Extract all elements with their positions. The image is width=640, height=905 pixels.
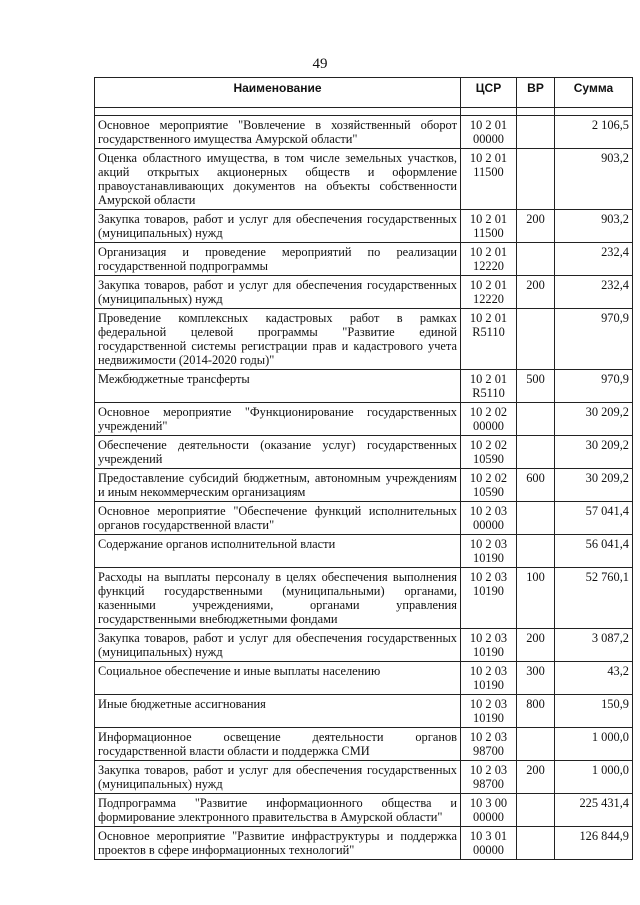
- row-name: Проведение комплексных кадастровых работ в рамках федеральной целевой программы "Развитие единой государственной системы регистрации прав и кадастрового учета недвижимости (2014-2020 годы)": [95, 309, 461, 370]
- row-sum: 43,2: [555, 662, 633, 695]
- row-csr-part1: 10 2 03: [469, 697, 508, 711]
- row-vr: 600: [517, 469, 555, 502]
- row-name: Социальное обеспечение и иные выплаты населению: [95, 662, 461, 695]
- budget-table: [94, 77, 633, 860]
- row-csr-part1: 10 2 01: [469, 372, 508, 386]
- row-name: Основное мероприятие "Обеспечение функций исполнительных органов государственной власти": [95, 502, 461, 535]
- table-row: [95, 309, 633, 370]
- row-csr: [461, 662, 517, 695]
- row-csr-part1: 10 2 02: [469, 471, 508, 485]
- header-spacer-row: [95, 108, 633, 116]
- row-csr-part2: 12220: [473, 259, 504, 273]
- row-vr: [517, 309, 555, 370]
- row-csr-part2: 10590: [473, 485, 504, 499]
- row-vr: 100: [517, 568, 555, 629]
- table-row: [95, 149, 633, 210]
- row-sum: 2 106,5: [555, 116, 633, 149]
- row-csr-part1: 10 2 03: [469, 664, 508, 678]
- row-csr: [461, 568, 517, 629]
- table-row: [95, 728, 633, 761]
- row-csr-part2: 10190: [473, 678, 504, 692]
- row-vr: 200: [517, 276, 555, 309]
- row-csr-part1: 10 2 03: [469, 730, 508, 744]
- table-row: [95, 794, 633, 827]
- row-csr-part1: 10 2 03: [469, 504, 508, 518]
- row-sum: 903,2: [555, 149, 633, 210]
- row-sum: 30 209,2: [555, 403, 633, 436]
- row-csr: [461, 761, 517, 794]
- row-csr-part1: 10 2 01: [469, 118, 508, 132]
- row-csr: [461, 276, 517, 309]
- row-sum: 30 209,2: [555, 436, 633, 469]
- row-name: Основное мероприятие "Функционирование государственных учреждений": [95, 403, 461, 436]
- row-name: Информационное освещение деятельности органов государственной власти области и поддержка СМИ: [95, 728, 461, 761]
- row-sum: 126 844,9: [555, 827, 633, 860]
- row-csr-part1: 10 2 03: [469, 631, 508, 645]
- row-csr-part2: 00000: [473, 132, 504, 146]
- row-csr: [461, 149, 517, 210]
- table-row: [95, 629, 633, 662]
- row-sum: 30 209,2: [555, 469, 633, 502]
- row-vr: [517, 243, 555, 276]
- row-csr-part1: 10 2 03: [469, 537, 508, 551]
- row-vr: [517, 149, 555, 210]
- row-csr-part2: R5110: [472, 325, 505, 339]
- row-csr-part2: 98700: [473, 744, 504, 758]
- row-csr-part1: 10 2 01: [469, 278, 508, 292]
- column-header-csr: ЦСР: [461, 78, 517, 108]
- row-name: Организация и проведение мероприятий по реализации государственной подпрограммы: [95, 243, 461, 276]
- row-name: Оценка областного имущества, в том числе земельных участков, акций открытых акционерных обществ и оформление правоустанавливающих документов на объекты собственности Амурской области: [95, 149, 461, 210]
- row-vr: 500: [517, 370, 555, 403]
- row-csr-part2: 10590: [473, 452, 504, 466]
- row-sum: 52 760,1: [555, 568, 633, 629]
- table-row: [95, 535, 633, 568]
- row-csr-part1: 10 3 00: [469, 796, 508, 810]
- row-sum: 150,9: [555, 695, 633, 728]
- row-csr: [461, 535, 517, 568]
- row-csr: [461, 502, 517, 535]
- row-csr: [461, 436, 517, 469]
- row-csr: [461, 243, 517, 276]
- column-header-name: Наименование: [95, 78, 461, 108]
- row-vr: [517, 403, 555, 436]
- row-vr: 200: [517, 210, 555, 243]
- row-sum: 56 041,4: [555, 535, 633, 568]
- row-vr: [517, 827, 555, 860]
- column-header-vr: ВР: [517, 78, 555, 108]
- row-sum: 1 000,0: [555, 728, 633, 761]
- table-row: [95, 568, 633, 629]
- row-vr: 300: [517, 662, 555, 695]
- row-csr-part1: 10 3 01: [469, 829, 508, 843]
- row-name: Расходы на выплаты персоналу в целях обеспечения выполнения функций государственными (муниципальными) органами, казенными учреждениями, органами управления государственными внебюджетными фондами: [95, 568, 461, 629]
- row-csr-part1: 10 2 02: [469, 405, 508, 419]
- row-csr-part2: 00000: [473, 518, 504, 532]
- row-csr: [461, 728, 517, 761]
- row-csr-part2: 10190: [473, 711, 504, 725]
- row-sum: 232,4: [555, 243, 633, 276]
- row-sum: 1 000,0: [555, 761, 633, 794]
- row-vr: [517, 116, 555, 149]
- table-row: [95, 827, 633, 860]
- row-vr: [517, 436, 555, 469]
- row-csr-part1: 10 2 01: [469, 151, 508, 165]
- table-body: [95, 108, 633, 860]
- row-csr: [461, 309, 517, 370]
- row-name: Закупка товаров, работ и услуг для обеспечения государственных (муниципальных) нужд: [95, 276, 461, 309]
- row-csr-part2: 00000: [473, 419, 504, 433]
- row-csr-part2: 11500: [473, 226, 504, 240]
- row-name: Содержание органов исполнительной власти: [95, 535, 461, 568]
- table-row: [95, 210, 633, 243]
- row-csr-part2: 10190: [473, 551, 504, 565]
- row-vr: 200: [517, 761, 555, 794]
- row-vr: 200: [517, 629, 555, 662]
- row-name: Закупка товаров, работ и услуг для обеспечения государственных (муниципальных) нужд: [95, 210, 461, 243]
- table-row: [95, 436, 633, 469]
- table-row: [95, 469, 633, 502]
- row-csr: [461, 116, 517, 149]
- row-csr-part2: 00000: [473, 810, 504, 824]
- row-vr: [517, 502, 555, 535]
- row-name: Иные бюджетные ассигнования: [95, 695, 461, 728]
- row-csr-part2: 10190: [473, 584, 504, 598]
- row-name: Закупка товаров, работ и услуг для обеспечения государственных (муниципальных) нужд: [95, 761, 461, 794]
- row-name: Межбюджетные трансферты: [95, 370, 461, 403]
- table-header-row: [95, 78, 633, 108]
- table-row: [95, 662, 633, 695]
- row-sum: 225 431,4: [555, 794, 633, 827]
- page-number: 49: [312, 56, 328, 72]
- row-name: Предоставление субсидий бюджетным, автономным учреждениям и иным некоммерческим организациям: [95, 469, 461, 502]
- table-row: [95, 370, 633, 403]
- row-csr-part1: 10 2 02: [469, 438, 508, 452]
- row-sum: 970,9: [555, 370, 633, 403]
- row-vr: [517, 794, 555, 827]
- row-csr-part2: 10190: [473, 645, 504, 659]
- row-name: Обеспечение деятельности (оказание услуг) государственных учреждений: [95, 436, 461, 469]
- row-csr: [461, 469, 517, 502]
- row-sum: 232,4: [555, 276, 633, 309]
- row-vr: [517, 728, 555, 761]
- table-row: [95, 116, 633, 149]
- table-row: [95, 276, 633, 309]
- row-csr-part1: 10 2 01: [469, 311, 508, 325]
- row-csr-part2: 11500: [473, 165, 504, 179]
- row-vr: 800: [517, 695, 555, 728]
- row-csr: [461, 403, 517, 436]
- row-csr-part2: R5110: [472, 386, 505, 400]
- row-csr: [461, 629, 517, 662]
- row-name: Закупка товаров, работ и услуг для обеспечения государственных (муниципальных) нужд: [95, 629, 461, 662]
- row-name: Основное мероприятие "Развитие инфраструктуры и поддержка проектов в сфере информационных технологий": [95, 827, 461, 860]
- row-csr: [461, 695, 517, 728]
- row-csr-part2: 98700: [473, 777, 504, 791]
- row-csr-part1: 10 2 01: [469, 245, 508, 259]
- column-header-sum: Сумма: [555, 78, 633, 108]
- row-csr-part1: 10 2 01: [469, 212, 508, 226]
- row-sum: 3 087,2: [555, 629, 633, 662]
- table-row: [95, 403, 633, 436]
- row-sum: 903,2: [555, 210, 633, 243]
- row-name: Основное мероприятие "Вовлечение в хозяйственный оборот государственного имущества Амурской области": [95, 116, 461, 149]
- row-csr-part1: 10 2 03: [469, 763, 508, 777]
- row-csr-part2: 12220: [473, 292, 504, 306]
- table-row: [95, 761, 633, 794]
- table-row: [95, 243, 633, 276]
- row-csr: [461, 370, 517, 403]
- row-csr: [461, 210, 517, 243]
- table-row: [95, 695, 633, 728]
- row-csr-part2: 00000: [473, 843, 504, 857]
- row-sum: 970,9: [555, 309, 633, 370]
- row-vr: [517, 535, 555, 568]
- row-name: Подпрограмма "Развитие информационного общества и формирование электронного правительства в Амурской области": [95, 794, 461, 827]
- row-sum: 57 041,4: [555, 502, 633, 535]
- row-csr: [461, 794, 517, 827]
- table-row: [95, 502, 633, 535]
- row-csr-part1: 10 2 03: [469, 570, 508, 584]
- row-csr: [461, 827, 517, 860]
